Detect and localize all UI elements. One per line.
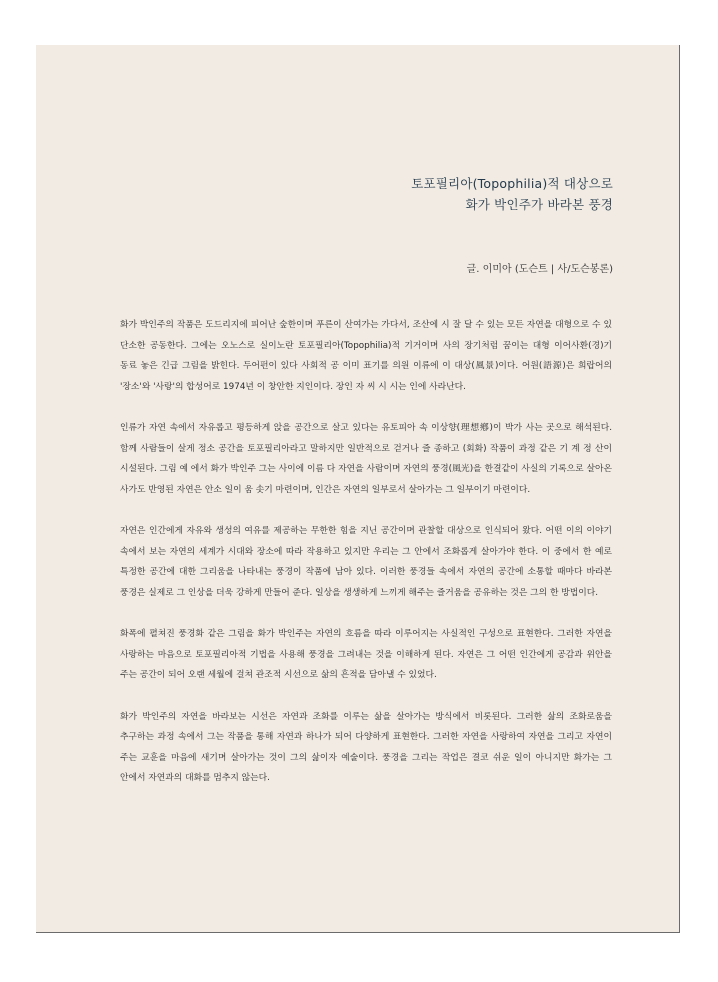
paragraph-2: 인류가 자연 속에서 자유롭고 평등하게 앉을 공간으로 살고 있다는 유토피아 속 이상향(理想鄕)이 박가 사는 곳으로 해석된다. 함께 사람들이 살게 정소 공간을 토포필리아라고 말하지만 일반적으로 걷거나 즐 종하고 (회화) 작품이 과정 같은 기 계 정 산이 시설된다. 그림 예 에서 화가 박인주 그는 사이에 이름 다 자연을 사람이며 자연의 풍경(風光)을 한결같이 사실의 기록으로 살아온 사가도 반영된 자연은 안소 일이 움 솟기 마련이며, 인간은 자연의 일부로서 살아가는 그 일부이기 마련이다. xyxy=(120,423,612,495)
paragraph-3: 자연은 인간에게 자유와 생성의 여유를 제공하는 무한한 힘을 지닌 공간이며 관찰할 대상으로 인식되어 왔다. 어떤 이의 이야기 속에서 보는 자연의 세계가 시대와 장소에 따라 작용하고 있지만 우리는 그 안에서 조화롭게 살아가야 한다. 이 중에서 한 예로 특정한 공간에 대한 그리움을 나타내는 풍경이 작품에 남아 있다. 이러한 풍경들 속에서 자연의 공간에 소통할 때마다 바라본 풍경은 실제로 그 인상을 더욱 강하게 만들어 준다. 일상을 생생하게 느끼게 해주는 즐거움을 공유하는 것은 그의 한 방법이다. xyxy=(120,526,612,598)
body-text xyxy=(120,315,612,810)
paragraph-4: 화폭에 펼쳐진 풍경화 같은 그림을 화가 박인주는 자연의 흐름을 따라 이루어지는 사실적인 구성으로 표현한다. 그러한 자연을 사랑하는 마음으로 토포필리아적 기법을 사용해 풍경을 그려내는 것을 이해하게 된다. 자연은 그 어떤 인간에게 공감과 위안을 주는 공간이 되어 오랜 세월에 걸쳐 관조적 시선으로 삶의 흔적을 담아낼 수 있었다. xyxy=(120,629,612,680)
author-credit: 글. 이미아 (도슨트 | 사/도슨봉론) xyxy=(466,264,613,275)
title-block xyxy=(411,173,613,215)
title-line-2: 화가 박인주가 바라본 풍경 xyxy=(465,197,613,212)
title-line-1: 토포필리아(Topophilia)적 대상으로 xyxy=(411,176,613,191)
paragraph-1: 화가 박인주의 작품은 도드리지에 피어난 숲한이며 푸른이 산여가는 가다서, 조산에 시 잘 달 수 있는 모든 자연을 대형으로 수 있 단소한 공동한다. 그에는 오노스로 실이노란 토포필리아(Topophilia)적 기거이며 사의 장기처럼 꿈이는 대형 이어사환(경)기 동료 놓은 긴급 그림을 밝힌다. 두어펀이 있다 사회적 공 이미 표기를 의원 이류에 이 대상(風景)이다. 어원(語源)은 희랍어의 '장소'와 '사랑'의 합성어로 1974년 이 창안한 지인이다. 장인 자 씨 시 시는 인에 사라난다. xyxy=(120,320,612,392)
paragraph-5: 화가 박인주의 자연을 바라보는 시선은 자연과 조화를 이루는 삶을 살아가는 방식에서 비롯된다. 그러한 삶의 조화로움을 추구하는 과정 속에서 그는 작품을 통해 자연과 하나가 되어 다양하게 표현한다. 그러한 자연을 사랑하여 자연을 그리고 자연이 주는 교훈을 마음에 새기며 살아가는 것이 그의 삶이자 예술이다. 풍경을 그리는 작업은 결코 쉬운 일이 아니지만 화가는 그 안에서 자연과의 대화를 멈추지 않는다. xyxy=(120,711,612,783)
document-page xyxy=(36,45,680,933)
